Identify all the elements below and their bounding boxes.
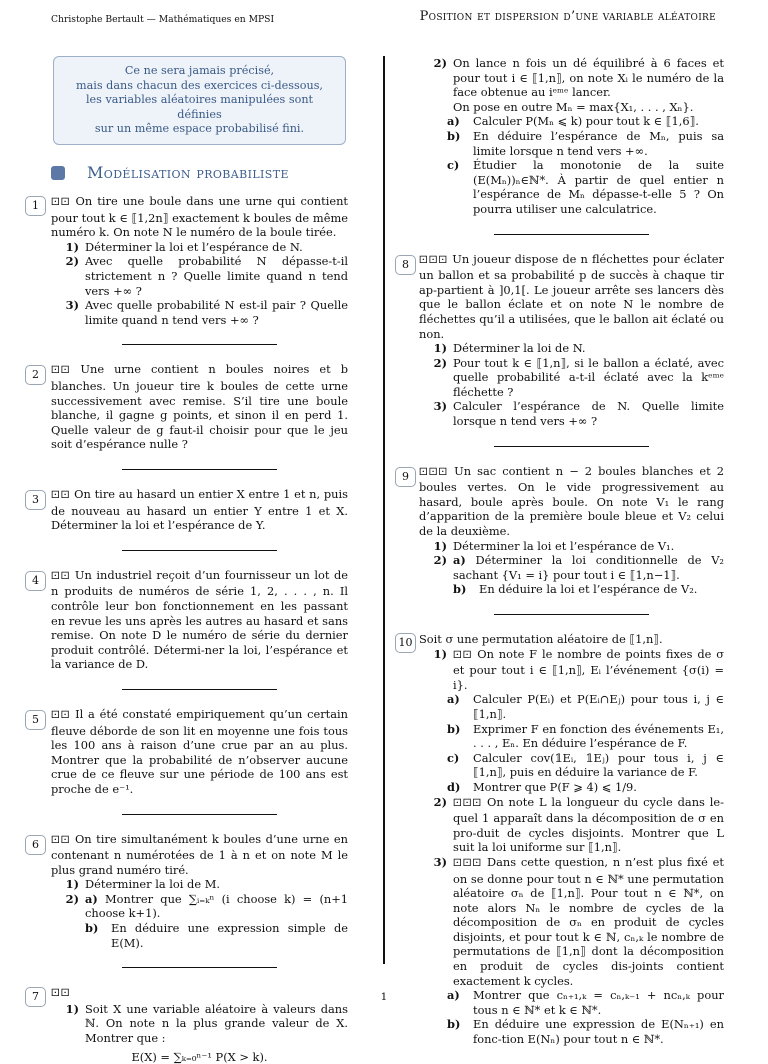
column-divider	[383, 56, 385, 964]
exercise-8: 8 ⚀⚀⚀ Un joueur dispose de n fléchettes pour éclater un ballon et sa probabilité p de succès à chaque tir ap-partient à ]0,1[. Le joueur arrête ses lancers dès que le ballon éclate et on note N le nombre de fléchettes qu’il a utilisées, que le ballon ait éclaté ou non. 1) Déterminer la loi de N. 2) Pour tout k ∈ ⟦1,n⟧, si le ballon a éclaté, avec quelle probabilité a-t-il éclaté avec la kᵉᵐᵉ fléchette ? 3) Calculer l’espérance de N. Quelle limite lorsque n tend vers +∞ ?	[419, 252, 724, 429]
exercise-7: 7 ⚀⚀ 1) Soit X une variable aléatoire à valeurs dans ℕ. On note n la plus grande valeur de X. Montrer que : E(X) = ∑ₖ₌₀ⁿ⁻¹ P(X > k).	[51, 985, 348, 1064]
note-line: les variables aléatoires manipulées sont définies	[85, 93, 314, 121]
exercise-number: 4	[25, 571, 46, 591]
section-square-icon	[51, 166, 65, 180]
question-text: On lance n fois un dé équilibré à 6 faces et pour tout i ∈ ⟦1,n⟧, on note Xᵢ le numéro de la face obtenue au iᵉᵐᵉ lancer.	[453, 56, 724, 100]
question-text: Soit X une variable aléatoire à valeurs dans ℕ. On note n la plus grande valeur de X. Montrer que :	[85, 1001, 348, 1046]
separator	[494, 614, 649, 615]
exercise-6: 6 ⚀⚀ On tire simultanément k boules d’une urne en contenant n numérotées de 1 à n et on note M le plus grand numéro tiré. 1) Déterminer la loi de M. 2) a) Montrer que ∑ᵢ₌ₖⁿ (i choose k) = (n+1 choose k+1). b) En déduire une expression simple de E(M).	[51, 832, 348, 951]
left-column	[32, 56, 349, 1064]
exercise-intro: On tire une boule dans une urne qui contient pour tout k ∈ ⟦1,2n⟧ exactement k boules de même numéro k. On note N le numéro de la boule tirée.	[51, 194, 348, 240]
difficulty-dice-icon: ⚀⚀⚀	[419, 254, 449, 266]
separator	[122, 344, 277, 345]
exercise-intro: On tire simultanément k boules d’une urne en contenant n numérotées de 1 à n et on note M le plus grand numéro tiré.	[51, 831, 348, 877]
header-author: Christophe Bertault — Mathématiques en MPSI	[51, 14, 275, 25]
difficulty-dice-icon: ⚀⚀	[51, 834, 71, 846]
difficulty-dice-icon: ⚀⚀	[51, 197, 71, 209]
question-text: Montrer que P(F ⩾ 4) ⩽ 1/9.	[473, 779, 637, 794]
exercise-9: 9 ⚀⚀⚀ Un sac contient n − 2 boules blanches et 2 boules vertes. On le vide progressivement au hasard, boule après boule. On note V₁ le rang d’apparition de la première boule bleue et V₂ celui de la deuxième. 1) Déterminer la loi et l’espérance de V₁. 2) a) Déterminer la loi conditionnelle de V₂ sachant {V₁ = i} pour tout i ∈ ⟦1,n−1⟧. b) En déduire la loi et l’espérance de V₂.	[419, 464, 724, 597]
difficulty-dice-icon: ⚀⚀	[51, 988, 71, 1000]
question-text: Déterminer la loi conditionnelle de V₂ sachant {V₁ = i} pour tout i ∈ ⟦1,n−1⟧.	[453, 553, 724, 582]
difficulty-dice-icon: ⚀⚀⚀	[419, 466, 449, 478]
exercise-number: 9	[395, 467, 416, 487]
exercise-number: 7	[25, 987, 46, 1007]
difficulty-dice-icon: ⚀⚀	[51, 490, 71, 501]
separator	[122, 967, 277, 968]
difficulty-dice-icon: ⚀⚀⚀	[453, 857, 483, 869]
note-line: mais dans chacun des exercices ci-dessous,	[76, 78, 323, 92]
separator	[494, 234, 649, 235]
exercise-number: 10	[395, 633, 416, 653]
exercise-text: On tire au hasard un entier X entre 1 et n, puis de nouveau au hasard un entier Y entre 1 et X. Déterminer la loi et l’espérance de Y.	[51, 487, 348, 533]
separator	[122, 469, 277, 470]
note-line: Ce ne sera jamais précisé,	[124, 64, 275, 77]
question-text: Déterminer la loi de M.	[85, 877, 220, 892]
question-text: Pour tout k ∈ ⟦1,n⟧, si le ballon a éclaté, avec quelle probabilité a-t-il éclaté avec la kᵉᵐᵉ fléchette ?	[453, 355, 724, 399]
exercise-intro: Un sac contient n − 2 boules blanches et 2 boules vertes. On le vide progressivement au hasard, boule après boule. On note V₁ le rang d’apparition de la première boule bleue et V₂ celui de la deuxième.	[419, 463, 724, 539]
question-text: On note F le nombre de points fixes de σ et pour tout i ∈ ⟦1,n⟧, Eᵢ l’événement {σ(i) = i}.	[453, 646, 724, 692]
exercise-10: 10 Soit σ une permutation aléatoire de ⟦1,n⟧. 1) ⚀⚀ On note F le nombre de points fixes de σ et pour tout i ∈ ⟦1,n⟧, Eᵢ l’événement {σ(i) = i}. a) Calculer P(Eᵢ) et P(Eᵢ∩Eⱼ) pour tous i, j ∈ ⟦1,n⟧. b) Exprimer F en fonction des événements E₁, . . . , Eₙ. En déduire l’espérance de F. c) Calculer cov(𝟙Eᵢ, 𝟙Eⱼ) pour tous i, j ∈ ⟦1,n⟧, puis en déduire la variance de F. d) Montrer que P(F ⩾ 4) ⩽ 1/9. 2) ⚀⚀⚀ On note L la longueur du cycle dans le-quel 1 apparaît dans la décomposition de σ en pro-duit de cycles disjoints. Montrer que L suit la loi uniforme sur ⟦1,n⟧. 3) ⚀⚀⚀ Dans cette question, n n’est plus fixé et on se donne pour tout n ∈ ℕ* une permutation aléatoire σₙ de ⟦1,n⟧. Pour tout n ∈ ℕ*, on note alors Nₙ le nombre de cycles de la décomposition de σₙ en produit de cycles disjoints, et pour tout k ∈ ℕ, cₙ,ₖ le nombre de permutations de ⟦1,n⟧ dont la décomposition en produit de cycles dis-joints contient exactement k cycles. a) Montrer que cₙ₊₁,ₖ = cₙ,ₖ₋₁ + ncₙ,ₖ pour tous n ∈ ℕ* et k ∈ ℕ*. b) En déduire une expression de E(Nₙ₊₁) en fonc-tion E(Nₙ) pour tout n ∈ ℕ*.	[419, 632, 724, 1047]
info-note	[53, 56, 346, 145]
question-text: Déterminer la loi de N.	[453, 341, 586, 356]
exercise-3	[32, 487, 348, 533]
question-text: Dans cette question, n n’est plus fixé et on se donne pour tout n ∈ ℕ* une permutation aléatoire σₙ de ⟦1,n⟧. Pour tout n ∈ ℕ*, on note alors Nₙ le nombre de cycles de la décomposition de σₙ en produit de cycles disjoints, et pour tout k ∈ ℕ, cₙ,ₖ le nombre de permutations de ⟦1,n⟧ dont la décomposition en produit de cycles dis-joints contient exactement k cycles.	[453, 854, 725, 988]
question-text: Montrer que	[105, 891, 182, 906]
exercise-number: 6	[25, 835, 46, 855]
difficulty-dice-icon: ⚀⚀	[51, 709, 71, 721]
question-text: Avec quelle probabilité N dépasse-t-il strictement n ? Quelle limite quand n tend vers +∞ ?	[85, 254, 348, 298]
right-column	[398, 56, 725, 1047]
question-text: Calculer P(Eᵢ) et P(Eᵢ∩Eⱼ) pour tous i, j ∈ ⟦1,n⟧.	[473, 692, 724, 721]
question-text: Exprimer F en fonction des événements E₁, . . . , Eₙ. En déduire l’espérance de F.	[473, 721, 724, 751]
exercise-number: 3	[25, 490, 46, 510]
difficulty-dice-icon: ⚀⚀⚀	[453, 797, 483, 809]
exercise-text: Une urne contient n boules noires et b blanches. Un joueur tire k boules de cette urne successivement avec remise. S’il tire une boule blanche, il gagne g points, et sinon il en perd 1. Quelle valeur de g faut-il choisir pour que le jeu soit d’espérance nulle ?	[51, 362, 348, 452]
question-text: Déterminer la loi et l’espérance de N.	[85, 239, 303, 254]
separator	[122, 814, 277, 815]
question-text: Calculer P(Mₙ ⩽ k) pour tout k ∈ ⟦1,6⟧.	[473, 114, 699, 129]
exercise-number: 2	[25, 365, 46, 385]
exercise-intro: Soit σ une permutation aléatoire de ⟦1,n⟧.	[419, 632, 663, 646]
exercise-number: 5	[25, 710, 46, 730]
question-text: Étudier la monotonie de la suite (E(Mₙ))ₙ∈ℕ*. À partir de quel entier n l’espérance de Mₙ dépasse-t-elle 5 ? On pourra utiliser une calculatrice.	[473, 158, 724, 216]
question-text: Calculer cov(𝟙Eᵢ, 𝟙Eⱼ) pour tous i, j ∈ ⟦1,n⟧, puis en déduire la variance de F.	[473, 750, 724, 780]
question-text: Déterminer la loi et l’espérance de V₁.	[453, 538, 675, 553]
exercise-number: 8	[395, 255, 416, 275]
question-text: En déduire la loi et l’espérance de V₂.	[479, 582, 698, 597]
section-heading	[51, 162, 348, 182]
exercise-2	[32, 362, 348, 452]
question-text: Montrer que cₙ₊₁,ₖ = cₙ,ₖ₋₁ + ncₙ,ₖ pour tous n ∈ ℕ* et k ∈ ℕ*.	[473, 988, 724, 1017]
exercise-text: Un industriel reçoit d’un fournisseur un lot de n produits de numéros de série 1, 2, . . . , n. Il contrôle leur bon fonctionnement en les passant en revue les uns après les autres au hasard et sans remise. On note D le numéro de série du dernier produit contrôlé. Détermi-ner la loi, l’espérance et la variance de D.	[51, 567, 348, 672]
separator	[122, 689, 277, 690]
exercise-intro: Un joueur dispose de n fléchettes pour éclater un ballon et sa probabilité p de succès à chaque tir ap-partient à ]0,1[. Le joueur arrête ses lancers dès que le ballon éclate et on note N le nombre de fléchettes qu’il a utilisées, que le ballon ait éclaté ou non.	[419, 251, 724, 341]
exercise-4	[32, 567, 348, 672]
section-title: Modélisation probabiliste	[87, 162, 289, 182]
separator	[122, 550, 277, 551]
exercise-7-continued: 2) On lance n fois un dé équilibré à 6 faces et pour tout i ∈ ⟦1,n⟧, on note Xᵢ le numéro de la face obtenue au iᵉᵐᵉ lancer. On pose en outre Mₙ = max{X₁, . . . , Xₙ}. a) Calculer P(Mₙ ⩽ k) pour tout k ∈ ⟦1,6⟧. b) En déduire l’espérance de Mₙ, puis sa limite lorsque n tend vers +∞. c) Étudier la monotonie de la suite (E(Mₙ))ₙ∈ℕ*. À partir de quel entier n l’espérance de Mₙ dépasse-t-elle 5 ? On pourra utiliser une calculatrice.	[433, 56, 724, 216]
exercise-text: Il a été constaté empiriquement qu’un certain fleuve déborde de son lit en moyenne une fois tous les 100 ans à raison d’une crue par an au plus. Montrer que la probabilité de n’observer aucune crue de ce fleuve sur une période de 100 ans est proche de e⁻¹.	[51, 706, 349, 796]
question-text: Avec quelle probabilité N est-il pair ? Quelle limite quand n tend vers +∞ ?	[85, 298, 348, 327]
exercise-5	[32, 706, 349, 797]
formula: ∑ᵢ₌ₖⁿ (i choose k) = (n+1 choose k+1).	[85, 891, 349, 921]
question-text: En déduire une expression simple de E(M).	[111, 921, 348, 950]
difficulty-dice-icon: ⚀⚀	[51, 365, 71, 377]
exercise-number: 1	[25, 196, 46, 216]
page-number: 1	[380, 991, 388, 1003]
question-text: On pose en outre Mₙ = max{X₁, . . . , Xₙ}.	[453, 99, 694, 114]
exercise-1: 1 ⚀⚀ On tire une boule dans une urne qui contient pour tout k ∈ ⟦1,2n⟧ exactement k boules de même numéro k. On note N le numéro de la boule tirée. 1) Déterminer la loi et l’espérance de N. 2) Avec quelle probabilité N dépasse-t-il strictement n ? Quelle limite quand n tend vers +∞ ? 3) Avec quelle probabilité N est-il pair ? Quelle limite quand n tend vers +∞ ?	[51, 194, 348, 327]
separator	[494, 446, 649, 447]
question-text: En déduire une expression de E(Nₙ₊₁) en fonc-tion E(Nₙ) pour tout n ∈ ℕ*.	[473, 1017, 724, 1047]
formula: E(X) = ∑ₖ₌₀ⁿ⁻¹ P(X > k).	[131, 1049, 268, 1064]
question-text: On note L la longueur du cycle dans le-quel 1 apparaît dans la décomposition de σ en pro-duit de cycles disjoints. Montrer que L suit la loi uniforme sur ⟦1,n⟧.	[453, 794, 725, 855]
difficulty-dice-icon: ⚀⚀	[453, 649, 473, 661]
question-text: En déduire l’espérance de Mₙ, puis sa limite lorsque n tend vers +∞.	[473, 128, 724, 158]
header-chapter-title: Position et dispersion d’une variable aléatoire	[419, 9, 716, 24]
difficulty-dice-icon: ⚀⚀	[51, 570, 71, 582]
note-line: sur un même espace probabilisé fini.	[94, 122, 305, 135]
question-text: Calculer l’espérance de N. Quelle limite lorsque n tend vers +∞ ?	[453, 399, 724, 429]
